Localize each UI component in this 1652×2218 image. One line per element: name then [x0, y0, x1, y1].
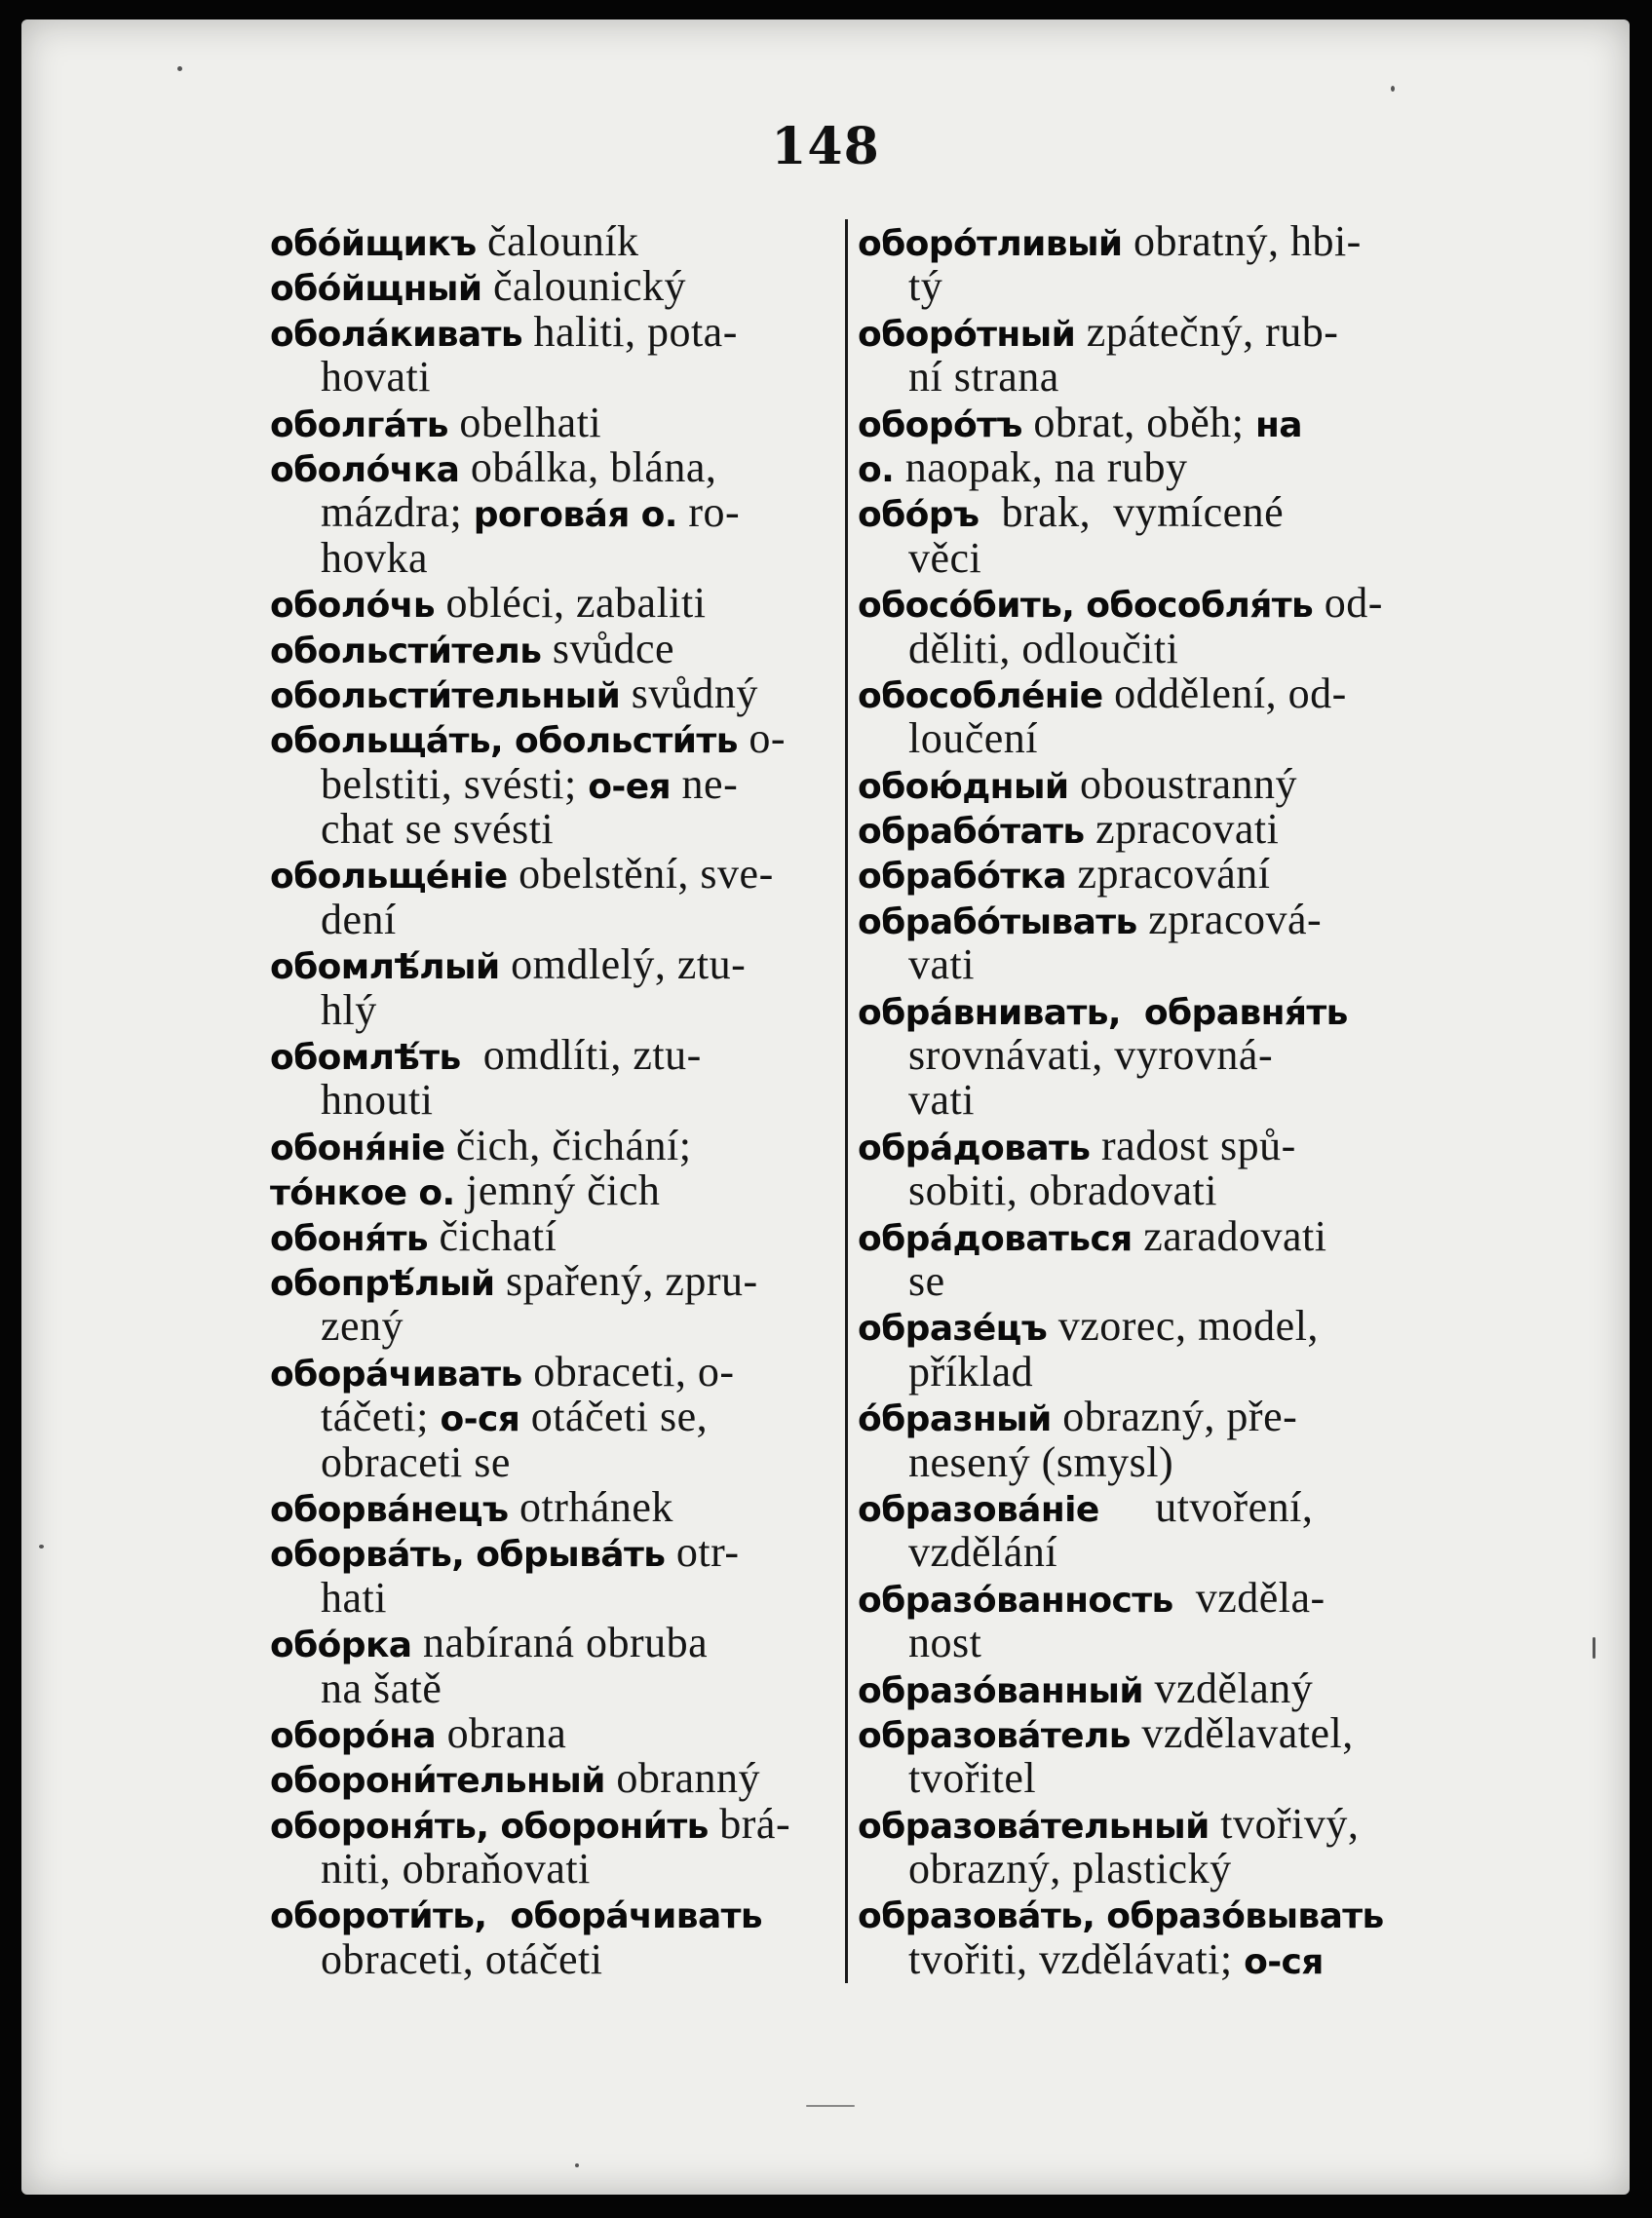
translation-text: spařený, zpru-	[494, 1256, 758, 1305]
headword: обособле́нie	[858, 675, 1103, 716]
translation-text: vati	[908, 1076, 975, 1125]
headword: обрабо́тка	[858, 857, 1066, 898]
translation-text: vzdělaný	[1142, 1664, 1314, 1712]
headword: обосо́бить, обособля́ть	[858, 586, 1314, 627]
headword: обо́рка	[270, 1625, 412, 1666]
translation-text: tvořitel	[908, 1754, 1037, 1803]
translation-text: omdlelý, ztu-	[499, 940, 747, 989]
headword: оборони́тельный	[270, 1761, 605, 1802]
entry-continuation-line	[270, 355, 837, 400]
entry-line	[858, 759, 1433, 808]
translation-text: radost spů-	[1090, 1121, 1296, 1169]
entry-continuation-line	[270, 1078, 837, 1123]
translation-text: vzdělavatel,	[1130, 1708, 1354, 1757]
entry-line	[858, 1121, 1433, 1169]
headword: обра́внивать, обравня́ть	[858, 992, 1348, 1033]
translation-text: na šatě	[321, 1664, 442, 1712]
translation-text: obrana	[436, 1708, 567, 1757]
entry-continuation-line	[270, 807, 837, 852]
translation-text: čalouník	[476, 217, 639, 265]
translation-text: oddělení, od-	[1102, 669, 1347, 717]
entry-continuation-line	[858, 1078, 1433, 1123]
translation-text: hovka	[321, 533, 429, 582]
translation-text: utvoření,	[1098, 1482, 1314, 1531]
translation-text: obraceti, o-	[521, 1347, 735, 1396]
headword: оборoти́ть, обора́чивать	[270, 1896, 763, 1937]
entry-line	[270, 219, 837, 264]
translation-text: vzorec, model,	[1047, 1302, 1319, 1351]
page-number: 148	[771, 117, 880, 176]
translation-text: dení	[321, 895, 397, 943]
entry-line	[858, 807, 1433, 852]
headword: образова́нie	[858, 1489, 1099, 1530]
dictionary-page	[21, 19, 1630, 2195]
paper-speck	[1391, 86, 1395, 92]
translation-text: mázdra;	[321, 488, 474, 537]
translation-text: obranný	[604, 1754, 761, 1803]
paper-speck	[575, 2163, 579, 2167]
translation-text: naopak, na ruby	[894, 442, 1188, 491]
entry-line	[270, 264, 837, 309]
entry-continuation-line	[270, 1395, 837, 1439]
paper-speck	[177, 66, 182, 71]
column-divider	[845, 219, 848, 1983]
headword: оборо́на	[270, 1715, 437, 1756]
paper-speck	[806, 2105, 855, 2107]
translation-text: zený	[321, 1302, 404, 1351]
translation-text: svůdce	[541, 624, 675, 672]
headword: оборо́тъ	[858, 404, 1022, 445]
entry-continuation-line	[858, 355, 1433, 400]
entry-continuation-line	[858, 1530, 1433, 1575]
translation-text: děliti, odloučiti	[908, 624, 1179, 672]
entry-line	[858, 490, 1433, 535]
translation-text: svůdný	[620, 669, 758, 717]
entry-continuation-line	[858, 716, 1433, 761]
entry-continuation-line	[858, 1934, 1433, 1983]
entry-continuation-line	[858, 1621, 1433, 1665]
translation-text: obrazný, plastický	[908, 1845, 1232, 1893]
entry-continuation-line	[270, 1666, 837, 1711]
headword: обопрѣ́лый	[270, 1263, 495, 1304]
translation-text: jemný čich	[454, 1166, 661, 1215]
headword: оборва́нецъ	[270, 1489, 509, 1530]
headword: о-ся	[440, 1399, 520, 1440]
translation-text: omdlíti, ztu-	[460, 1031, 702, 1080]
translation-text: oboustranný	[1068, 759, 1298, 808]
entry-continuation-line	[858, 1168, 1433, 1213]
entry-line	[858, 1395, 1433, 1439]
translation-text: nabíraná obruba	[411, 1619, 709, 1667]
translation-text: od-	[1313, 579, 1383, 628]
entry-line	[270, 942, 837, 987]
translation-text: otrhánek	[508, 1482, 673, 1531]
headword: о́бразный	[858, 1399, 1052, 1440]
translation-text: ní strana	[908, 353, 1059, 402]
translation-text: čichatí	[428, 1211, 557, 1260]
headword: обра́доваться	[858, 1218, 1133, 1259]
entry-continuation-line	[858, 264, 1433, 309]
entry-continuation-line	[270, 895, 837, 943]
translation-text: hlý	[321, 985, 377, 1034]
translation-text: hati	[321, 1573, 387, 1622]
entry-continuation-line	[270, 1437, 837, 1486]
translation-text: belstiti, svésti;	[321, 759, 589, 808]
entry-line	[858, 1892, 1433, 1936]
headword: обрабо́тать	[858, 812, 1085, 853]
headword: оборо́тный	[858, 314, 1076, 355]
headword: обольща́ть, обольсти́ть	[270, 721, 738, 762]
entry-continuation-line	[270, 759, 837, 808]
translation-text: zaradovati	[1132, 1211, 1327, 1260]
headword: обольсти́тель	[270, 631, 542, 671]
entry-line	[858, 398, 1433, 446]
headword: обо́ръ	[858, 495, 980, 536]
translation-text: sobiti, obradovati	[908, 1166, 1217, 1215]
translation-text: brá-	[708, 1799, 791, 1848]
entry-line	[270, 1799, 837, 1848]
entry-continuation-line	[858, 533, 1433, 582]
entry-continuation-line	[270, 490, 837, 535]
entry-continuation-line	[270, 1304, 837, 1349]
entry-line	[270, 624, 837, 672]
headword: обрабо́тывать	[858, 901, 1137, 942]
entry-continuation-line	[270, 533, 837, 582]
entry-line	[858, 442, 1433, 491]
entry-line	[858, 581, 1433, 626]
entry-continuation-line	[858, 1437, 1433, 1486]
entry-line	[270, 1033, 837, 1078]
headword: образова́ть, образо́вывать	[858, 1896, 1384, 1937]
entry-line	[270, 1621, 837, 1665]
headword: образо́ванный	[858, 1670, 1143, 1711]
entry-continuation-line	[858, 624, 1433, 672]
headword: оболо́чка	[270, 449, 460, 490]
entry-continuation-line	[858, 1347, 1433, 1396]
entry-continuation-line	[858, 1033, 1433, 1078]
headword: оболо́чь	[270, 586, 435, 627]
headword: обомлѣ́ть	[270, 1038, 461, 1079]
headword: о-ея	[588, 766, 672, 807]
entry-line	[858, 1799, 1433, 1848]
entry-line	[858, 852, 1433, 897]
entry-line	[270, 1168, 837, 1213]
entry-continuation-line	[858, 1756, 1433, 1801]
entry-continuation-line	[270, 1847, 837, 1892]
headword: обра́довать	[858, 1128, 1091, 1168]
translation-text: obraceti se	[321, 1437, 511, 1486]
translation-text: hnouti	[321, 1076, 434, 1125]
translation-text: obraceti, otáčeti	[321, 1934, 603, 1983]
entry-line	[858, 1304, 1433, 1349]
headword: обольсти́тельный	[270, 675, 621, 716]
entry-continuation-line	[270, 1573, 837, 1622]
headword: обола́кивать	[270, 314, 523, 355]
entry-line	[270, 1347, 837, 1396]
headword: образо́ванность	[858, 1580, 1173, 1621]
entry-line	[858, 219, 1433, 264]
headword: о.	[858, 449, 895, 490]
entry-line	[270, 1482, 837, 1531]
translation-text: otáčeti se,	[519, 1393, 709, 1441]
entry-line	[270, 398, 837, 446]
headword: о-ся	[1244, 1941, 1324, 1982]
translation-text: niti, obraňovati	[321, 1845, 591, 1893]
entry-line	[858, 307, 1433, 356]
translation-text: zpracovati	[1084, 805, 1280, 854]
headword: рогова́я о.	[473, 495, 677, 536]
translation-text: otr-	[665, 1528, 740, 1577]
headword: обоня́ть	[270, 1218, 429, 1259]
headword: обомлѣ́лый	[270, 947, 500, 988]
entry-continuation-line	[858, 942, 1433, 987]
translation-text: vzděla-	[1172, 1573, 1325, 1622]
translation-text: zpracování	[1066, 850, 1271, 899]
translation-text: o-	[737, 714, 787, 763]
headword: образова́тельный	[858, 1806, 1210, 1847]
translation-text: haliti, pota-	[522, 307, 738, 356]
translation-text: srovnávati, vyrovná-	[908, 1031, 1274, 1080]
entry-line	[270, 581, 837, 626]
entry-line	[270, 671, 837, 716]
translation-text: chat se svésti	[321, 805, 555, 854]
headword: обороня́ть, оборони́ть	[270, 1806, 709, 1847]
paper-speck	[1593, 1637, 1595, 1659]
translation-text: čich, čichání;	[444, 1121, 692, 1169]
headword: на	[1255, 404, 1302, 445]
headword: обоня́нie	[270, 1128, 445, 1168]
translation-text: tvořiti, vzdělávati;	[908, 1934, 1245, 1983]
translation-text: obléci, zabaliti	[434, 579, 707, 628]
translation-text: vati	[908, 940, 975, 989]
translation-text: obelstění, sve-	[507, 850, 774, 899]
entry-line	[270, 852, 837, 897]
headword: обо́йщный	[270, 269, 482, 310]
translation-text: tvořivý,	[1209, 1799, 1360, 1848]
entry-continuation-line	[858, 1256, 1433, 1305]
headword: обольще́нie	[270, 857, 508, 898]
translation-text: ne-	[671, 759, 739, 808]
translation-text: čalounický	[481, 262, 687, 311]
headword: обора́чивать	[270, 1354, 522, 1395]
entry-line	[270, 1756, 837, 1801]
entry-line	[270, 716, 837, 761]
headword: обо́йщикъ	[270, 224, 477, 264]
translation-text: ro-	[676, 488, 741, 537]
right-column	[858, 219, 1433, 1982]
entry-line	[270, 307, 837, 356]
entry-line	[270, 442, 837, 491]
entry-line	[270, 1121, 837, 1169]
entry-line	[858, 1211, 1433, 1260]
translation-text: tý	[908, 262, 943, 311]
translation-text: loučení	[908, 714, 1039, 763]
headword: обрaзе́цъ	[858, 1309, 1048, 1350]
translation-text: nost	[908, 1619, 982, 1667]
entry-line	[270, 1256, 837, 1305]
entry-line	[858, 895, 1433, 943]
headword: обою́дный	[858, 766, 1069, 807]
headword: оборва́ть, обрыва́ть	[270, 1535, 666, 1576]
translation-text: brak, vymícené	[979, 488, 1285, 537]
translation-text: vzdělání	[908, 1528, 1058, 1577]
translation-text: obrazný, pře-	[1051, 1393, 1298, 1441]
headword: оболга́ть	[270, 404, 448, 445]
headword: образова́тель	[858, 1715, 1131, 1756]
entry-continuation-line	[270, 1934, 837, 1983]
entry-line	[858, 1573, 1433, 1622]
headword: оборо́тливый	[858, 224, 1123, 264]
translation-text: obratný, hbi-	[1122, 217, 1362, 265]
entry-line	[858, 1666, 1433, 1711]
translation-text: nesený (smysl)	[908, 1437, 1174, 1486]
entry-line	[858, 671, 1433, 716]
paper-speck	[39, 1545, 44, 1549]
translation-text: věci	[908, 533, 982, 582]
translation-text: zpracová-	[1136, 895, 1323, 943]
translation-text: hovati	[321, 353, 431, 402]
translation-text: obrat, oběh;	[1021, 398, 1255, 446]
translation-text: obálka, blána,	[459, 442, 717, 491]
entry-continuation-line	[858, 1847, 1433, 1892]
translation-text: obelhati	[447, 398, 602, 446]
entry-line	[270, 1892, 837, 1936]
entry-line	[858, 1482, 1433, 1531]
left-column	[270, 219, 837, 1982]
entry-continuation-line	[270, 985, 837, 1034]
translation-text: táčeti;	[321, 1393, 441, 1441]
translation-text: zpátečný, rub-	[1075, 307, 1339, 356]
entry-line	[270, 1530, 837, 1575]
entry-line	[270, 1708, 837, 1757]
translation-text: příklad	[908, 1347, 1034, 1396]
entry-line	[858, 988, 1433, 1033]
translation-text: se	[908, 1256, 945, 1305]
entry-line	[858, 1708, 1433, 1757]
headword: то́нкое о.	[270, 1173, 455, 1214]
entry-line	[270, 1211, 837, 1260]
